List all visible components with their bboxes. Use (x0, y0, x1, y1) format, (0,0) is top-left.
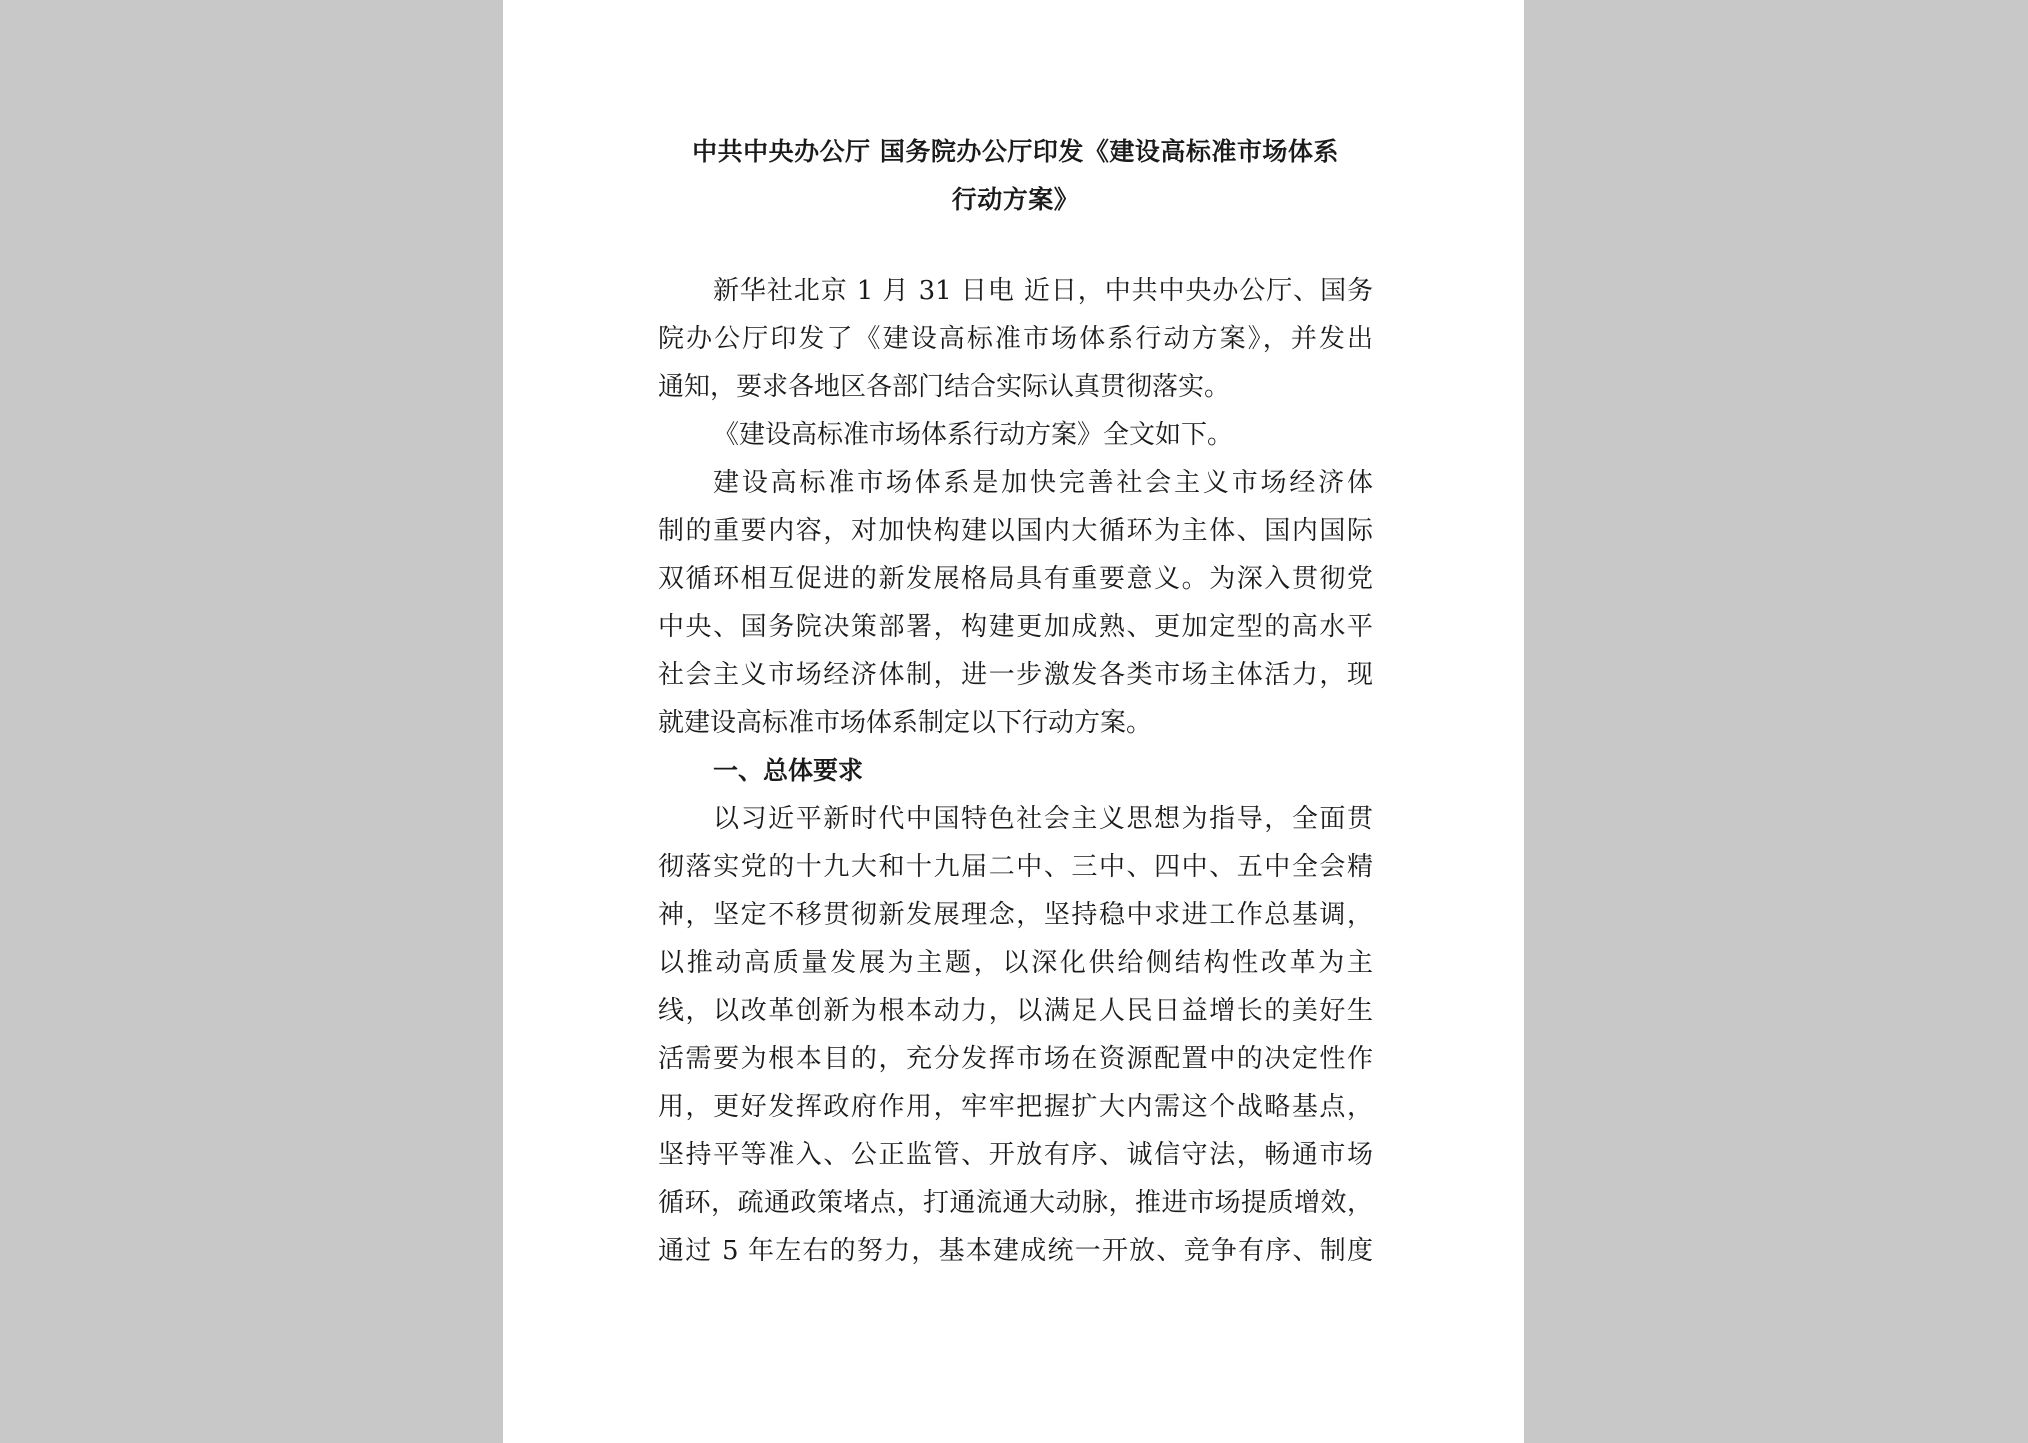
title-line-2: 行动方案》 (951, 185, 1080, 214)
body-line: 循环，疏通政策堵点，打通流通大动脉，推进市场提质增效， (658, 1188, 1373, 1218)
document-page (503, 0, 1524, 1443)
section-heading: 一、总体要求 (713, 756, 864, 785)
body-line: 活需要为根本目的，充分发挥市场在资源配置中的决定性作 (658, 1044, 1373, 1074)
body-line: 线，以改革创新为根本动力，以满足人民日益增长的美好生 (658, 996, 1373, 1026)
body-line: 新华社北京 1 月 31 日电 近日，中共中央办公厅、国务 (713, 276, 1373, 306)
page-content (658, 128, 1373, 1275)
body-line: 院办公厅印发了《建设高标准市场体系行动方案》，并发出 (658, 324, 1373, 354)
body-line: 以推动高质量发展为主题，以深化供给侧结构性改革为主 (658, 948, 1373, 978)
body-line: 彻落实党的十九大和十九届二中、三中、四中、五中全会精 (658, 852, 1373, 882)
body-line: 制的重要内容，对加快构建以国内大循环为主体、国内国际 (658, 516, 1373, 546)
body-line: 神，坚定不移贯彻新发展理念，坚持稳中求进工作总基调， (658, 900, 1373, 930)
body-line: 双循环相互促进的新发展格局具有重要意义。为深入贯彻党 (658, 564, 1373, 594)
body-line: 社会主义市场经济体制，进一步激发各类市场主体活力，现 (658, 660, 1373, 690)
body-line: 用，更好发挥政府作用，牢牢把握扩大内需这个战略基点， (658, 1092, 1373, 1122)
body-line: 就建设高标准市场体系制定以下行动方案。 (658, 708, 1153, 738)
body-line: 坚持平等准入、公正监管、开放有序、诚信守法，畅通市场 (658, 1140, 1373, 1170)
body-line: 中央、国务院决策部署，构建更加成熟、更加定型的高水平 (658, 612, 1373, 642)
body-line: 通过 5 年左右的努力，基本建成统一开放、竞争有序、制度 (658, 1236, 1373, 1266)
document-body (658, 267, 1373, 1275)
body-line: 以习近平新时代中国特色社会主义思想为指导，全面贯 (713, 804, 1373, 834)
body-line: 《建设高标准市场体系行动方案》全文如下。 (713, 420, 1234, 450)
title-line-1: 中共中央办公厅 国务院办公厅印发《建设高标准市场体系 (692, 137, 1339, 166)
body-line: 建设高标准市场体系是加快完善社会主义市场经济体 (713, 468, 1373, 498)
document-title (658, 128, 1373, 224)
body-line: 通知，要求各地区各部门结合实际认真贯彻落实。 (658, 372, 1231, 402)
